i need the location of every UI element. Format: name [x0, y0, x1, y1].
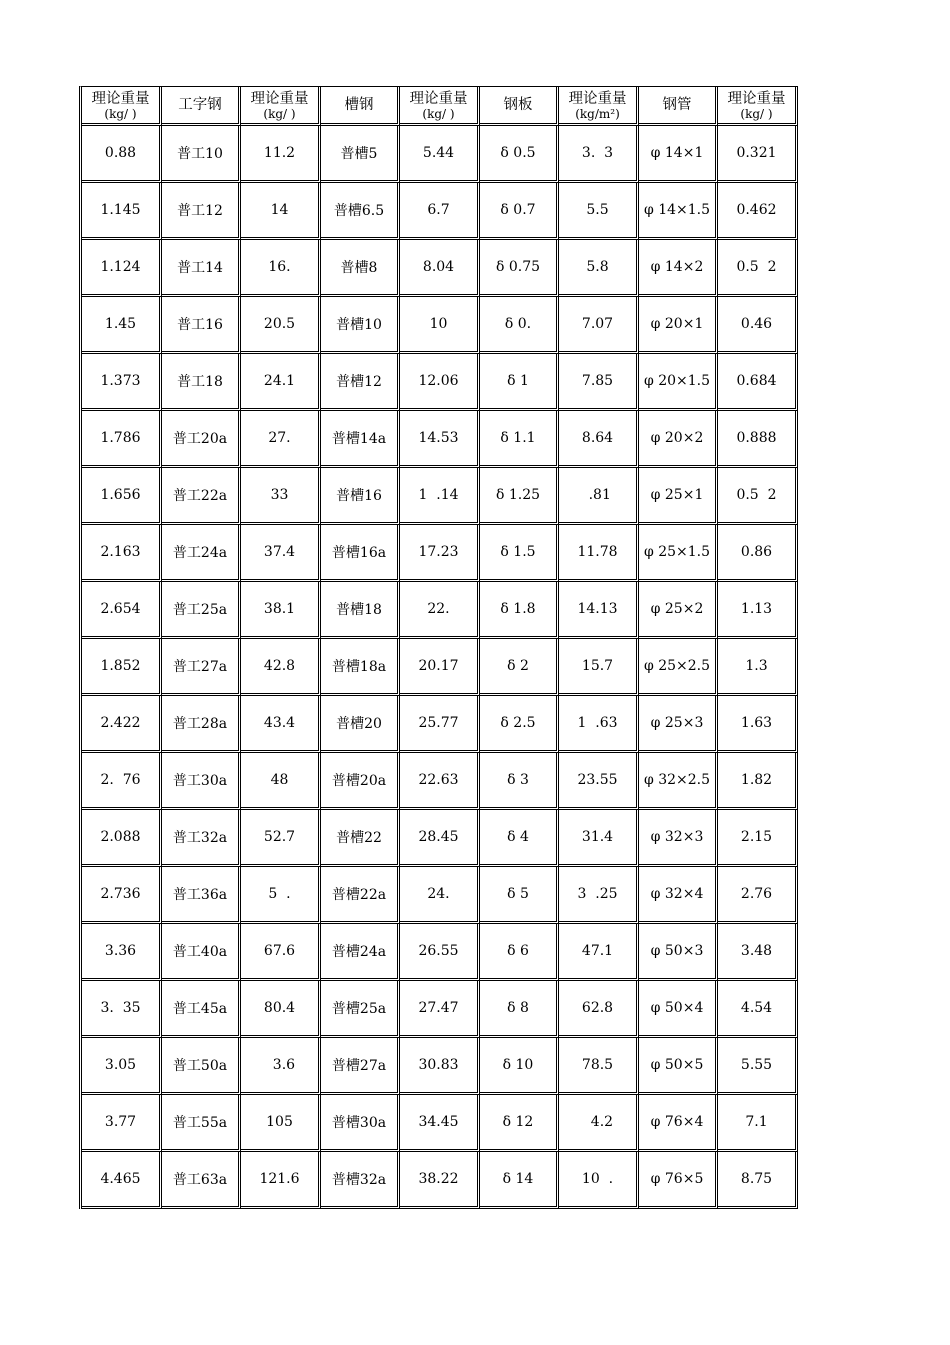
column-header-label: 理论重量 [91, 90, 150, 107]
table-row [82, 924, 798, 981]
table-cell: 1.3 [718, 639, 798, 696]
column-header-label: 理论重量 [568, 90, 627, 107]
table-cell: φ 32×4 [639, 867, 718, 924]
table-cell: 15.7 [559, 639, 639, 696]
table-cell: 2. 76 [82, 753, 162, 810]
column-header [82, 87, 162, 126]
table-cell: 普工36a [162, 867, 241, 924]
table-cell: 普工18 [162, 354, 241, 411]
table-cell: 11.78 [559, 525, 639, 582]
table-cell: 80.4 [241, 981, 321, 1038]
table-cell: 8.75 [718, 1152, 798, 1209]
column-header-label: 槽钢 [344, 96, 374, 113]
table-cell: 普槽5 [321, 126, 400, 183]
table-cell: φ 20×1.5 [639, 354, 718, 411]
table-cell: 普工32a [162, 810, 241, 867]
table-cell: 48 [241, 753, 321, 810]
table-cell: δ 1.25 [480, 468, 559, 525]
table-row [82, 1038, 798, 1095]
table-cell: 普槽20 [321, 696, 400, 753]
table-cell: 1.124 [82, 240, 162, 297]
table-cell: δ 1.5 [480, 525, 559, 582]
table-cell: 12.06 [400, 354, 480, 411]
table-cell: 普工10 [162, 126, 241, 183]
table-cell: 普槽22 [321, 810, 400, 867]
table-cell: δ 0.7 [480, 183, 559, 240]
column-header-unit: (kg/ ) [422, 106, 455, 121]
column-header-label: 理论重量 [250, 90, 309, 107]
table-cell: 121.6 [241, 1152, 321, 1209]
table-cell: 2.76 [718, 867, 798, 924]
table-cell: 普工50a [162, 1038, 241, 1095]
table-cell: δ 0. [480, 297, 559, 354]
table-cell: φ 50×4 [639, 981, 718, 1038]
table-cell: 0.462 [718, 183, 798, 240]
table-cell: 普槽24a [321, 924, 400, 981]
table-cell: φ 25×1.5 [639, 525, 718, 582]
table-cell: 24. [400, 867, 480, 924]
table-cell: 3.6 [241, 1038, 321, 1095]
table-cell: 3. 35 [82, 981, 162, 1038]
table-cell: 普工24a [162, 525, 241, 582]
table-cell: δ 0.5 [480, 126, 559, 183]
table-cell: δ 2 [480, 639, 559, 696]
column-header-unit: (kg/m²) [575, 106, 620, 121]
table-cell: 47.1 [559, 924, 639, 981]
table-cell: δ 0.75 [480, 240, 559, 297]
header-row [82, 87, 798, 126]
column-header-label: 理论重量 [727, 90, 786, 107]
table-cell: 7.1 [718, 1095, 798, 1152]
table-cell: 22.63 [400, 753, 480, 810]
table-cell: φ 14×1 [639, 126, 718, 183]
table-cell: 38.1 [241, 582, 321, 639]
table-cell: φ 76×5 [639, 1152, 718, 1209]
column-header [559, 87, 639, 126]
table-cell: δ 1.8 [480, 582, 559, 639]
table-cell: δ 6 [480, 924, 559, 981]
table-cell: 105 [241, 1095, 321, 1152]
table-cell: φ 50×3 [639, 924, 718, 981]
table-cell: δ 12 [480, 1095, 559, 1152]
table-cell: 普槽25a [321, 981, 400, 1038]
table-cell: 5.5 [559, 183, 639, 240]
steel-weight-table-sheet [79, 86, 798, 1209]
table-cell: 14 [241, 183, 321, 240]
table-cell: 16. [241, 240, 321, 297]
table-cell: 14.13 [559, 582, 639, 639]
table-row [82, 1095, 798, 1152]
table-cell: 34.45 [400, 1095, 480, 1152]
table-row [82, 582, 798, 639]
table-cell: 14.53 [400, 411, 480, 468]
table-cell: 78.5 [559, 1038, 639, 1095]
table-cell: 1 .14 [400, 468, 480, 525]
table-row [82, 753, 798, 810]
table-cell: 1.13 [718, 582, 798, 639]
table-cell: 1.82 [718, 753, 798, 810]
table-cell: 33 [241, 468, 321, 525]
table-cell: 3 .25 [559, 867, 639, 924]
table-cell: 2.736 [82, 867, 162, 924]
table-row [82, 354, 798, 411]
table-cell: 普工25a [162, 582, 241, 639]
column-header [718, 87, 798, 126]
table-cell: 17.23 [400, 525, 480, 582]
table-cell: 1.63 [718, 696, 798, 753]
table-cell: 20.5 [241, 297, 321, 354]
column-header-label: 钢管 [662, 96, 692, 113]
table-cell: 0.684 [718, 354, 798, 411]
table-cell: 30.83 [400, 1038, 480, 1095]
table-cell: φ 25×2 [639, 582, 718, 639]
table-cell: 普槽18 [321, 582, 400, 639]
table-cell: φ 20×1 [639, 297, 718, 354]
table-row [82, 981, 798, 1038]
table-cell: 普槽6.5 [321, 183, 400, 240]
table-cell: 5.55 [718, 1038, 798, 1095]
column-header [400, 87, 480, 126]
table-cell: 27.47 [400, 981, 480, 1038]
table-cell: 普槽8 [321, 240, 400, 297]
table-cell: 7.07 [559, 297, 639, 354]
table-cell: 3. 3 [559, 126, 639, 183]
table-cell: 11.2 [241, 126, 321, 183]
table-cell: 67.6 [241, 924, 321, 981]
steel-weight-table [79, 86, 798, 1209]
table-cell: 43.4 [241, 696, 321, 753]
table-row [82, 411, 798, 468]
table-cell: 1.786 [82, 411, 162, 468]
table-cell: 2.654 [82, 582, 162, 639]
table-cell: φ 25×3 [639, 696, 718, 753]
table-cell: 2.15 [718, 810, 798, 867]
table-cell: 52.7 [241, 810, 321, 867]
table-cell: φ 25×2.5 [639, 639, 718, 696]
table-cell: 3.05 [82, 1038, 162, 1095]
column-header [162, 87, 241, 126]
table-row [82, 525, 798, 582]
table-cell: 0.888 [718, 411, 798, 468]
table-body [82, 126, 798, 1209]
table-row [82, 810, 798, 867]
table-cell: 普工45a [162, 981, 241, 1038]
table-cell: 5.8 [559, 240, 639, 297]
table-cell: δ 14 [480, 1152, 559, 1209]
table-cell: φ 32×3 [639, 810, 718, 867]
table-cell: 普工14 [162, 240, 241, 297]
table-cell: δ 4 [480, 810, 559, 867]
table-cell: 普工55a [162, 1095, 241, 1152]
table-cell: 2.422 [82, 696, 162, 753]
table-cell: 22. [400, 582, 480, 639]
column-header-label: 理论重量 [409, 90, 468, 107]
table-cell: 20.17 [400, 639, 480, 696]
table-cell: 2.088 [82, 810, 162, 867]
table-cell: 1.145 [82, 183, 162, 240]
table-cell: .81 [559, 468, 639, 525]
column-header-unit: (kg/ ) [104, 106, 137, 121]
table-cell: 6.7 [400, 183, 480, 240]
column-header [321, 87, 400, 126]
column-header-unit: (kg/ ) [740, 106, 773, 121]
table-row [82, 1152, 798, 1209]
table-cell: 27. [241, 411, 321, 468]
table-cell: 普工40a [162, 924, 241, 981]
table-cell: 23.55 [559, 753, 639, 810]
table-cell: 普槽32a [321, 1152, 400, 1209]
table-cell: δ 3 [480, 753, 559, 810]
table-cell: 4.2 [559, 1095, 639, 1152]
table-cell: 3.48 [718, 924, 798, 981]
table-row [82, 867, 798, 924]
table-cell: 8.64 [559, 411, 639, 468]
table-cell: φ 32×2.5 [639, 753, 718, 810]
table-cell: δ 8 [480, 981, 559, 1038]
table-cell: 10 [400, 297, 480, 354]
table-cell: 普工30a [162, 753, 241, 810]
table-cell: 普工12 [162, 183, 241, 240]
table-cell: 3.36 [82, 924, 162, 981]
column-header-label: 钢板 [503, 96, 533, 113]
table-cell: δ 2.5 [480, 696, 559, 753]
table-cell: 4.54 [718, 981, 798, 1038]
table-cell: 8.04 [400, 240, 480, 297]
table-cell: 普工16 [162, 297, 241, 354]
table-cell: 10 . [559, 1152, 639, 1209]
table-cell: 62.8 [559, 981, 639, 1038]
table-cell: 普工28a [162, 696, 241, 753]
table-cell: 0.88 [82, 126, 162, 183]
table-cell: φ 20×2 [639, 411, 718, 468]
table-row [82, 468, 798, 525]
table-cell: 38.22 [400, 1152, 480, 1209]
table-cell: 1.852 [82, 639, 162, 696]
table-row [82, 297, 798, 354]
table-cell: 42.8 [241, 639, 321, 696]
table-cell: 0.321 [718, 126, 798, 183]
table-cell: 1.656 [82, 468, 162, 525]
table-cell: 24.1 [241, 354, 321, 411]
table-cell: φ 14×1.5 [639, 183, 718, 240]
table-cell: 普槽22a [321, 867, 400, 924]
table-cell: 普槽27a [321, 1038, 400, 1095]
column-header-unit: (kg/ ) [263, 106, 296, 121]
table-cell: 7.85 [559, 354, 639, 411]
table-cell: 0.46 [718, 297, 798, 354]
table-row [82, 696, 798, 753]
table-cell: 普槽16a [321, 525, 400, 582]
table-cell: 31.4 [559, 810, 639, 867]
table-cell: 普槽12 [321, 354, 400, 411]
table-cell: 2.163 [82, 525, 162, 582]
table-cell: φ 50×5 [639, 1038, 718, 1095]
table-cell: δ 5 [480, 867, 559, 924]
table-cell: 普工22a [162, 468, 241, 525]
table-cell: 普工63a [162, 1152, 241, 1209]
table-row [82, 183, 798, 240]
table-cell: 0.5 2 [718, 468, 798, 525]
table-cell: 26.55 [400, 924, 480, 981]
table-row [82, 126, 798, 183]
table-cell: 5.44 [400, 126, 480, 183]
table-cell: 普槽10 [321, 297, 400, 354]
table-cell: 4.465 [82, 1152, 162, 1209]
table-cell: 普工27a [162, 639, 241, 696]
table-cell: φ 14×2 [639, 240, 718, 297]
table-cell: 普槽16 [321, 468, 400, 525]
table-cell: 普槽30a [321, 1095, 400, 1152]
table-cell: 1.45 [82, 297, 162, 354]
table-row [82, 639, 798, 696]
table-cell: δ 1 [480, 354, 559, 411]
table-cell: 普槽14a [321, 411, 400, 468]
table-cell: φ 76×4 [639, 1095, 718, 1152]
table-cell: 1.373 [82, 354, 162, 411]
table-cell: 普槽18a [321, 639, 400, 696]
table-cell: 0.5 2 [718, 240, 798, 297]
table-cell: 37.4 [241, 525, 321, 582]
table-cell: 普工20a [162, 411, 241, 468]
table-cell: δ 1.1 [480, 411, 559, 468]
table-cell: φ 25×1 [639, 468, 718, 525]
table-cell: 普槽20a [321, 753, 400, 810]
table-row [82, 240, 798, 297]
table-cell: 1 .63 [559, 696, 639, 753]
table-cell: 5 . [241, 867, 321, 924]
table-cell: 3.77 [82, 1095, 162, 1152]
table-cell: 28.45 [400, 810, 480, 867]
table-cell: δ 10 [480, 1038, 559, 1095]
table-cell: 0.86 [718, 525, 798, 582]
column-header [241, 87, 321, 126]
column-header [480, 87, 559, 126]
table-cell: 25.77 [400, 696, 480, 753]
column-header-label: 工字钢 [178, 96, 222, 113]
column-header [639, 87, 718, 126]
